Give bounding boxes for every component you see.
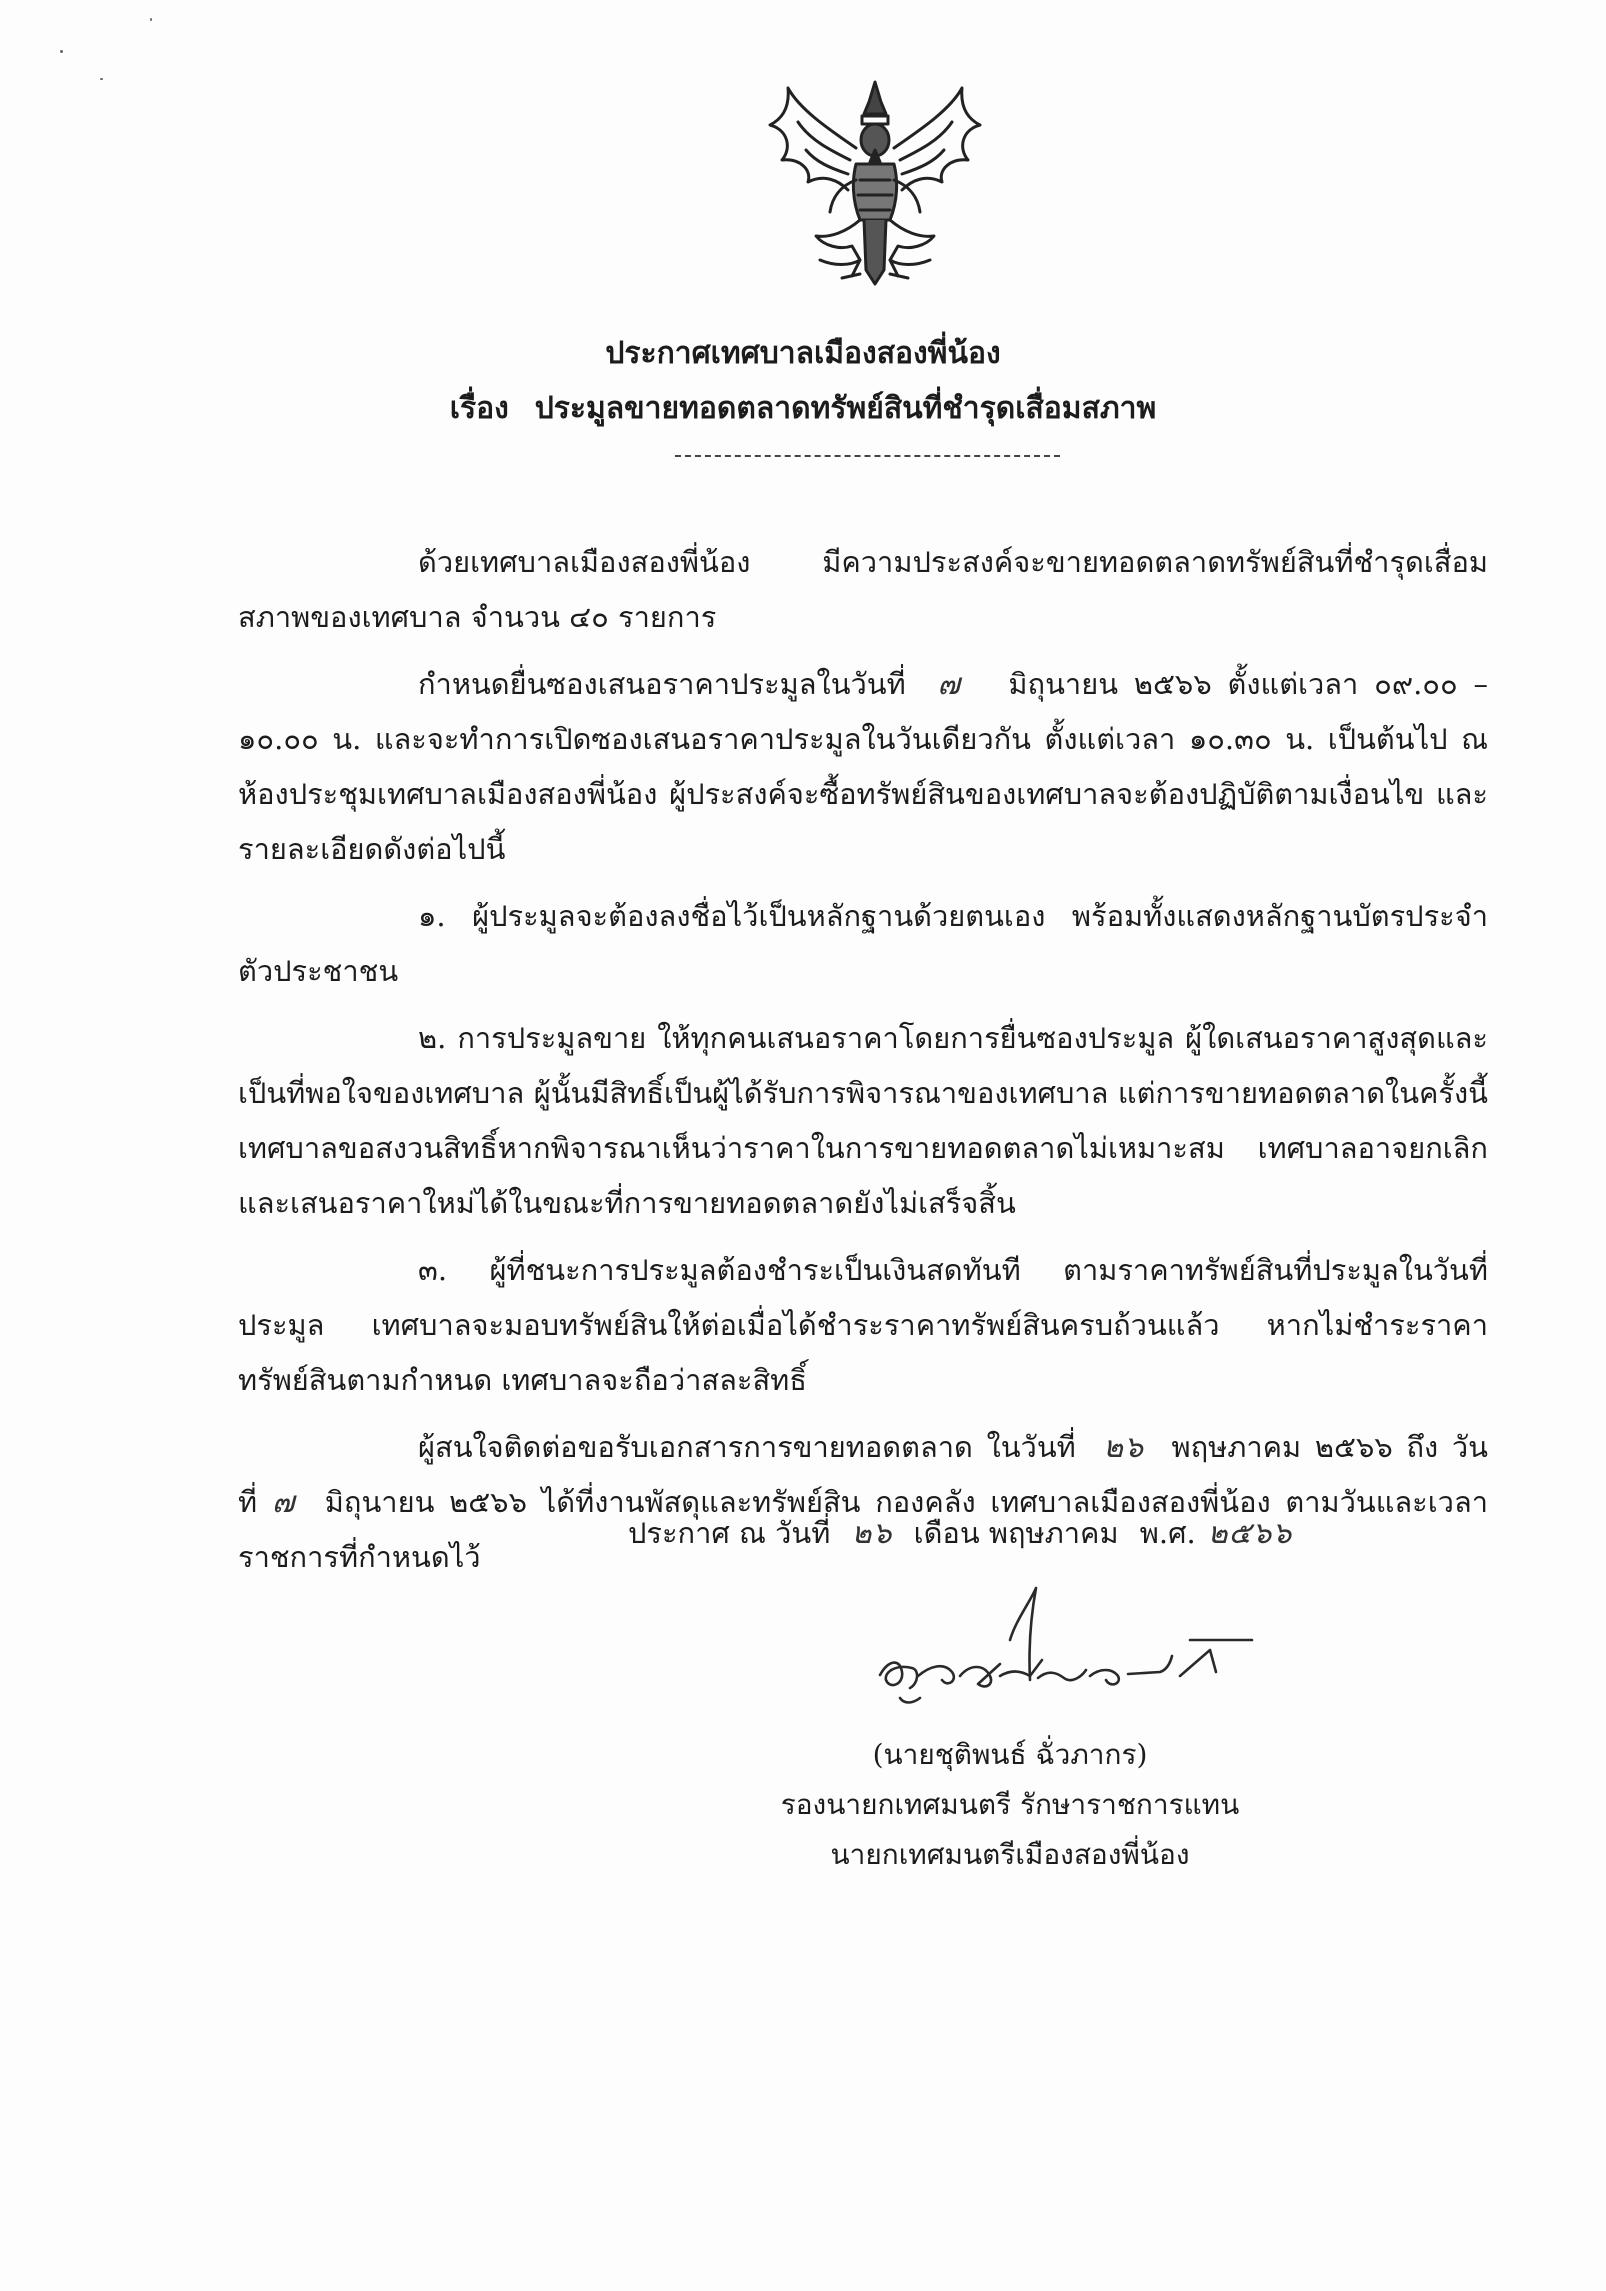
contact-text-start: ผู้สนใจติดต่อขอรับเอกสารการขายทอดตลาด ในวันที่ — [418, 1430, 1076, 1464]
handwritten-day: ๒๖ — [851, 1516, 893, 1551]
subject-text: ประมูลขายทอดตลาดทรัพย์สินที่ชำรุดเสื่อมสภาพ — [534, 391, 1157, 426]
announcement-date — [628, 1510, 1304, 1557]
signatory-block — [0, 1730, 1606, 1880]
subject-label: เรื่อง — [449, 391, 509, 426]
condition-item-1: ๑. ผู้ประมูลจะต้องลงชื่อไว้เป็นหลักฐานด้วยตนเอง พร้อมทั้งแสดงหลักฐานบัตรประจำตัวประชาชน — [238, 899, 1488, 988]
schedule-text-end: มิถุนายน ๒๕๖๖ ตั้งแต่เวลา ๐๙.๐๐ – ๑๐.๐๐ น. และจะทำการเปิดซองเสนอราคาประมูลในวันเดียวกัน ตั้งแต่เวลา ๑๐.๓๐ น. เป็นต้นไป ณ ห้องประชุมเทศบาลเมืองสองพี่น้อง ผู้ประสงค์จะซื้อทรัพย์สินของเทศบาลจะต้องปฏิบัติตามเงื่อนไข และรายละเอียดดังต่อไปนี้ — [238, 667, 1489, 866]
handwritten-day: ๗ — [937, 667, 961, 702]
handwritten-day: ๒๖ — [1103, 1430, 1145, 1465]
contact-text-mid: พฤษภาคม ๒๕๖๖ ถึง วันที่ — [238, 1430, 1489, 1519]
signature-icon — [860, 1580, 1260, 1710]
contact-text-end: มิถุนายน ๒๕๖๖ ได้ที่งานพัสดุและทรัพย์สิน กองคลัง เทศบาลเมืองสองพี่น้อง ตามวันและเวลาราชการที่กำหนดไว้ — [238, 1485, 1488, 1574]
intro-paragraph: ด้วยเทศบาลเมืองสองพี่น้อง มีความประสงค์จะขายทอดตลาดทรัพย์สินที่ชำรุดเสื่อมสภาพของเทศบาล จำนวน ๔๐ รายการ — [238, 545, 1488, 634]
document-title: ประกาศเทศบาลเมืองสองพี่น้อง — [605, 336, 1001, 371]
schedule-paragraph — [238, 657, 1488, 877]
signatory-name: (นายชุติพนธ์ ฉั่วภากร) — [872, 1738, 1148, 1771]
announcement-label: ประกาศ ณ วันที่ — [628, 1516, 831, 1550]
signatory-position-2: นายกเทศมนตรีเมืองสองพี่น้อง — [830, 1838, 1190, 1871]
condition-item-2: ๒. การประมูลขาย ให้ทุกคนเสนอราคาโดยการยื่นซองประมูล ผู้ใดเสนอราคาสูงสุดและเป็นที่พอใจของเทศบาล ผู้นั้นมีสิทธิ์เป็นผู้ได้รับการพิจารณาของเทศบาล แต่การขายทอดตลาดในครั้งนี้เทศบาลขอสงวนสิทธิ์หากพิจารณาเห็นว่าราคาในการขายทอดตลาดไม่เหมาะสม เทศบาลอาจยกเลิกและเสนอราคาใหม่ได้ในขณะที่การขายทอดตลาดยังไม่เสร็จสิ้น — [238, 1021, 1488, 1220]
title-divider — [675, 455, 1060, 457]
scan-speck — [60, 50, 63, 53]
signatory-position-1: รองนายกเทศมนตรี รักษาราชการแทน — [780, 1788, 1240, 1821]
handwritten-day: ๗ — [271, 1485, 296, 1520]
scan-speck — [100, 78, 103, 80]
contact-paragraph — [238, 1420, 1488, 1585]
schedule-text-start: กำหนดยื่นซองเสนอราคาประมูลในวันที่ — [418, 667, 906, 701]
scan-speck — [150, 18, 152, 21]
condition-item-3: ๓. ผู้ที่ชนะการประมูลต้องชำระเป็นเงินสดทันที ตามราคาทรัพย์สินที่ประมูลในวันที่ประมูล เทศบาลจะมอบทรัพย์สินให้ต่อเมื่อได้ชำระราคาทรัพย์สินครบถ้วนแล้ว หากไม่ชำระราคาทรัพย์สินตามกำหนด เทศบาลจะถือว่าสละสิทธิ์ — [238, 1253, 1488, 1397]
handwritten-year: ๒๕๖๖ — [1207, 1516, 1293, 1551]
garuda-emblem-icon — [760, 70, 990, 300]
announcement-year-label: พ.ศ. — [1139, 1516, 1196, 1550]
document-subject — [0, 385, 1606, 432]
announcement-month: เดือน พฤษภาคม — [913, 1516, 1119, 1550]
document-body — [238, 535, 1488, 1597]
